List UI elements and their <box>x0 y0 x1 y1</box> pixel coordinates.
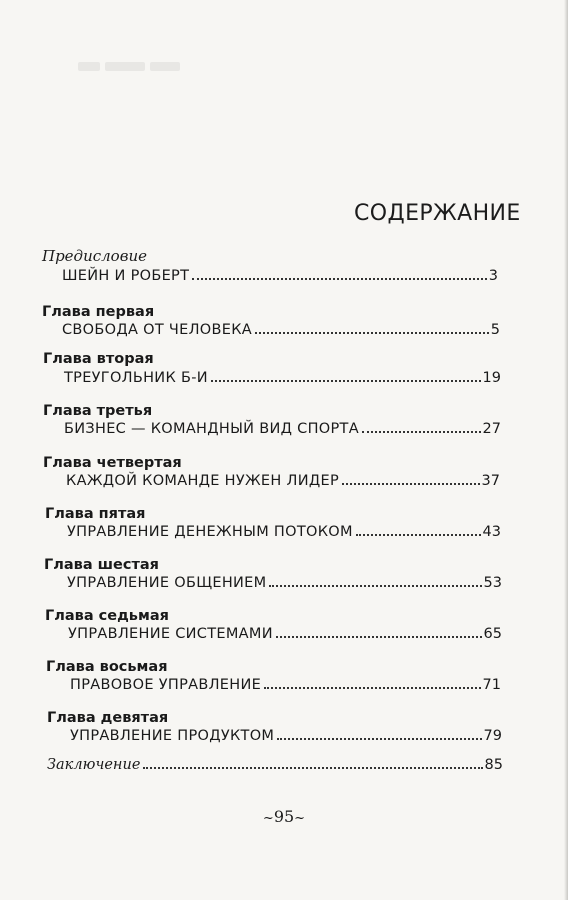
dot-leader <box>277 738 481 740</box>
dot-leader <box>269 585 481 587</box>
toc-entry-label: Глава девятая <box>47 710 169 726</box>
toc-entry-label: Глава первая <box>42 304 155 320</box>
toc-entry-title: УПРАВЛЕНИЕ ОБЩЕНИЕМ <box>67 575 267 591</box>
folio-ornament-right: ~ <box>294 811 306 826</box>
toc-entry-title: УПРАВЛЕНИЕ ДЕНЕЖНЫМ ПОТОКОМ <box>67 524 353 540</box>
toc-entry-title: ТРЕУГОЛЬНИК Б-И <box>64 370 208 386</box>
toc-entry-title: КАЖДОЙ КОМАНДЕ НУЖЕН ЛИДЕР <box>66 473 339 489</box>
dot-leader <box>356 534 481 536</box>
toc-entry[interactable] <box>70 677 501 693</box>
toc-entry[interactable] <box>64 421 501 437</box>
toc-entry[interactable] <box>62 268 498 284</box>
toc-entry-label: Глава вторая <box>43 351 154 367</box>
toc-entry[interactable] <box>70 728 502 744</box>
toc-entry-page: 85 <box>484 757 503 773</box>
toc-entry-title: УПРАВЛЕНИЕ СИСТЕМАМИ <box>68 626 273 642</box>
toc-entry-page: 43 <box>482 524 501 540</box>
toc-entry-label: Глава восьмая <box>46 659 168 675</box>
toc-entry[interactable] <box>67 575 502 591</box>
toc-entry-closing[interactable] <box>47 757 503 773</box>
toc-entry-label: Глава четвертая <box>43 455 182 471</box>
toc-entry-page: 37 <box>481 473 500 489</box>
toc-entry-page: 3 <box>488 268 498 284</box>
toc-entry-page: 79 <box>483 728 502 744</box>
dot-leader <box>143 767 482 769</box>
dot-leader <box>211 380 481 382</box>
toc-entry-label: Глава седьмая <box>45 608 169 624</box>
toc-entry-title: Заключение <box>47 757 141 773</box>
toc-entry[interactable] <box>67 524 501 540</box>
toc-entry[interactable] <box>66 473 500 489</box>
toc-entry-label: Предисловие <box>42 247 147 265</box>
dot-leader <box>264 687 480 689</box>
toc-entry-label: Глава пятая <box>45 506 146 522</box>
toc-entry[interactable] <box>62 322 500 338</box>
toc-entry-title: СВОБОДА ОТ ЧЕЛОВЕКА <box>62 322 253 338</box>
toc-heading: СОДЕРЖАНИЕ <box>354 201 521 226</box>
dot-leader <box>362 431 481 433</box>
toc-entry-label: Глава шестая <box>44 557 159 573</box>
toc-entry-title: БИЗНЕС — КОМАНДНЫЙ ВИД СПОРТА <box>64 421 359 437</box>
toc-entry-page: 71 <box>482 677 501 693</box>
toc-entry-page: 19 <box>482 370 501 386</box>
dot-leader <box>255 332 489 334</box>
dot-leader <box>192 278 487 280</box>
folio-ornament-left: ~ <box>262 811 274 826</box>
folio-number: 95 <box>273 807 295 826</box>
toc-entry-page: 5 <box>490 322 500 338</box>
toc-entry-label: Глава третья <box>43 403 153 419</box>
toc-entry[interactable] <box>68 626 502 642</box>
page-number <box>0 807 568 826</box>
toc-entry-title: ПРАВОВОЕ УПРАВЛЕНИЕ <box>70 677 262 693</box>
toc-entry-title: УПРАВЛЕНИЕ ПРОДУКТОМ <box>70 728 275 744</box>
toc-entry-page: 53 <box>483 575 502 591</box>
toc-entry[interactable] <box>64 370 501 386</box>
toc-entry-page: 65 <box>483 626 502 642</box>
dot-leader <box>342 483 480 485</box>
dot-leader <box>276 636 482 638</box>
toc-entry-page: 27 <box>482 421 501 437</box>
toc-entry-title: ШЕЙН И РОБЕРТ <box>62 268 190 284</box>
